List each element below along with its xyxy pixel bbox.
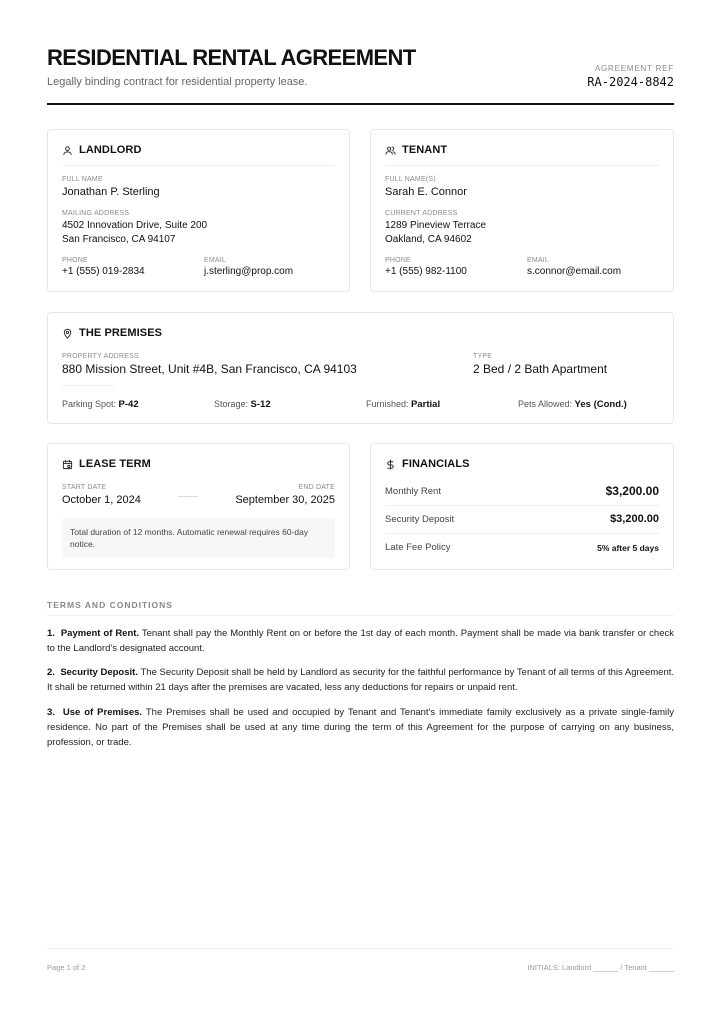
landlord-email-label: EMAIL xyxy=(204,257,227,264)
landlord-name: Jonathan P. Sterling xyxy=(62,186,160,198)
agreement-ref-value: RA-2024-8842 xyxy=(587,75,674,89)
tenant-card-header xyxy=(385,144,447,156)
page-number: Page 1 of 2 xyxy=(47,963,86,972)
lease-term-card-header xyxy=(62,458,151,470)
financials-card-title: FINANCIALS xyxy=(402,458,470,470)
tenant-name: Sarah E. Connor xyxy=(385,186,467,198)
landlord-card-header xyxy=(62,144,142,156)
clause-security-deposit: 2. Security Deposit. The Security Deposit shall be held by Landlord as security for the faithful performance by Tenant of all terms of this Agreement. It shall be returned within 21 days after the premises are vacated, less any deductions for repairs or unpaid rent. xyxy=(47,667,675,693)
terms-section-label: TERMS AND CONDITIONS xyxy=(47,600,173,610)
lease-term-card-title: LEASE TERM xyxy=(79,458,151,470)
users-icon xyxy=(385,145,396,156)
property-type-label: TYPE xyxy=(473,353,493,360)
premises-card-title: THE PREMISES xyxy=(79,327,163,339)
financials-card-header xyxy=(385,458,470,470)
start-date: October 1, 2024 xyxy=(62,494,141,506)
tenant-phone: +1 (555) 982-1100 xyxy=(385,266,467,277)
start-date-label: START DATE xyxy=(62,484,107,491)
property-type: 2 Bed / 2 Bath Apartment xyxy=(473,362,608,376)
tenant-card xyxy=(370,129,674,292)
footer-divider xyxy=(47,948,674,949)
page-subtitle: Legally binding contract for residential property lease. xyxy=(47,76,308,88)
agreement-page xyxy=(47,0,674,1018)
tenant-address-line2: Oakland, CA 94602 xyxy=(385,234,472,245)
landlord-address-label: MAILING ADDRESS xyxy=(62,210,130,217)
financials-card xyxy=(370,443,674,570)
financial-label: Late Fee Policy xyxy=(385,542,451,553)
clause-use-of-premises: 3. Use of Premises. The Premises shall be used and occupied by Tenant and Tenant's immediate family exclusively as a private single-family residence. No part of the Premises shall be used at any time during the term of this Agreement for the purpose of carrying on any business, profession, or trade. xyxy=(47,707,675,748)
tenant-email: s.connor@email.com xyxy=(527,266,622,277)
financial-value: $3,200.00 xyxy=(610,513,659,525)
page-title: RESIDENTIAL RENTAL AGREEMENT xyxy=(47,45,416,70)
premises-detail-storage: Storage: S-12 xyxy=(214,399,271,410)
premises-detail-furnished: Furnished: Partial xyxy=(366,399,441,410)
clause-payment-of-rent: 1. Payment of Rent. Tenant shall pay the Monthly Rent on or before the 1st day of each month. Payment shall be made via bank transfer or check to the Landlord's designated account. xyxy=(47,628,674,654)
tenant-card-title: TENANT xyxy=(402,144,448,156)
financial-value: $3,200.00 xyxy=(605,484,659,498)
landlord-card-title: LANDLORD xyxy=(79,144,142,156)
user-icon xyxy=(62,145,73,156)
property-address-label: PROPERTY ADDRESS xyxy=(62,353,139,360)
financial-value: 5% after 5 days xyxy=(597,543,659,553)
end-date: September 30, 2025 xyxy=(235,494,335,506)
financial-row-monthly-rent xyxy=(385,478,659,506)
header-divider xyxy=(47,103,674,105)
terms-divider xyxy=(47,615,674,616)
dollar-icon xyxy=(385,459,396,470)
landlord-email: j.sterling@prop.com xyxy=(204,266,294,277)
financial-label: Monthly Rent xyxy=(385,486,441,497)
lease-term-card xyxy=(47,443,350,570)
map-pin-icon xyxy=(62,328,73,339)
tenant-address-label: CURRENT ADDRESS xyxy=(385,210,458,217)
premises-detail-pets: Pets Allowed: Yes (Cond.) xyxy=(518,399,627,410)
lease-duration-note: Total duration of 12 months. Automatic renewal requires 60-day notice. xyxy=(62,518,335,558)
card-divider xyxy=(62,165,335,166)
card-divider xyxy=(385,165,659,166)
divider xyxy=(62,385,114,386)
landlord-address-line1: 4502 Innovation Drive, Suite 200 xyxy=(62,220,208,231)
date-range-dash xyxy=(178,496,198,497)
initials-line: INITIALS: Landlord ______ / Tenant ______ xyxy=(527,963,674,972)
landlord-address-line2: San Francisco, CA 94107 xyxy=(62,234,176,245)
tenant-name-label: FULL NAME(S) xyxy=(385,176,436,183)
tenant-email-label: EMAIL xyxy=(527,257,550,264)
property-address: 880 Mission Street, Unit #4B, San Francisco, CA 94103 xyxy=(62,362,357,376)
landlord-phone-label: PHONE xyxy=(62,257,88,264)
agreement-ref-label: AGREEMENT REF xyxy=(594,64,674,73)
calendar-icon xyxy=(62,459,73,470)
premises-card-header xyxy=(62,327,162,339)
tenant-address-line1: 1289 Pineview Terrace xyxy=(385,220,486,231)
tenant-phone-label: PHONE xyxy=(385,257,411,264)
landlord-phone: +1 (555) 019-2834 xyxy=(62,266,145,277)
financial-row-security-deposit xyxy=(385,506,659,534)
financial-label: Security Deposit xyxy=(385,514,455,525)
premises-detail-parking: Parking Spot: P-42 xyxy=(62,399,139,410)
landlord-card xyxy=(47,129,350,292)
financial-row-late-fee xyxy=(385,534,659,562)
premises-card xyxy=(47,312,674,424)
end-date-label: END DATE xyxy=(298,484,335,491)
landlord-name-label: FULL NAME xyxy=(62,176,103,183)
